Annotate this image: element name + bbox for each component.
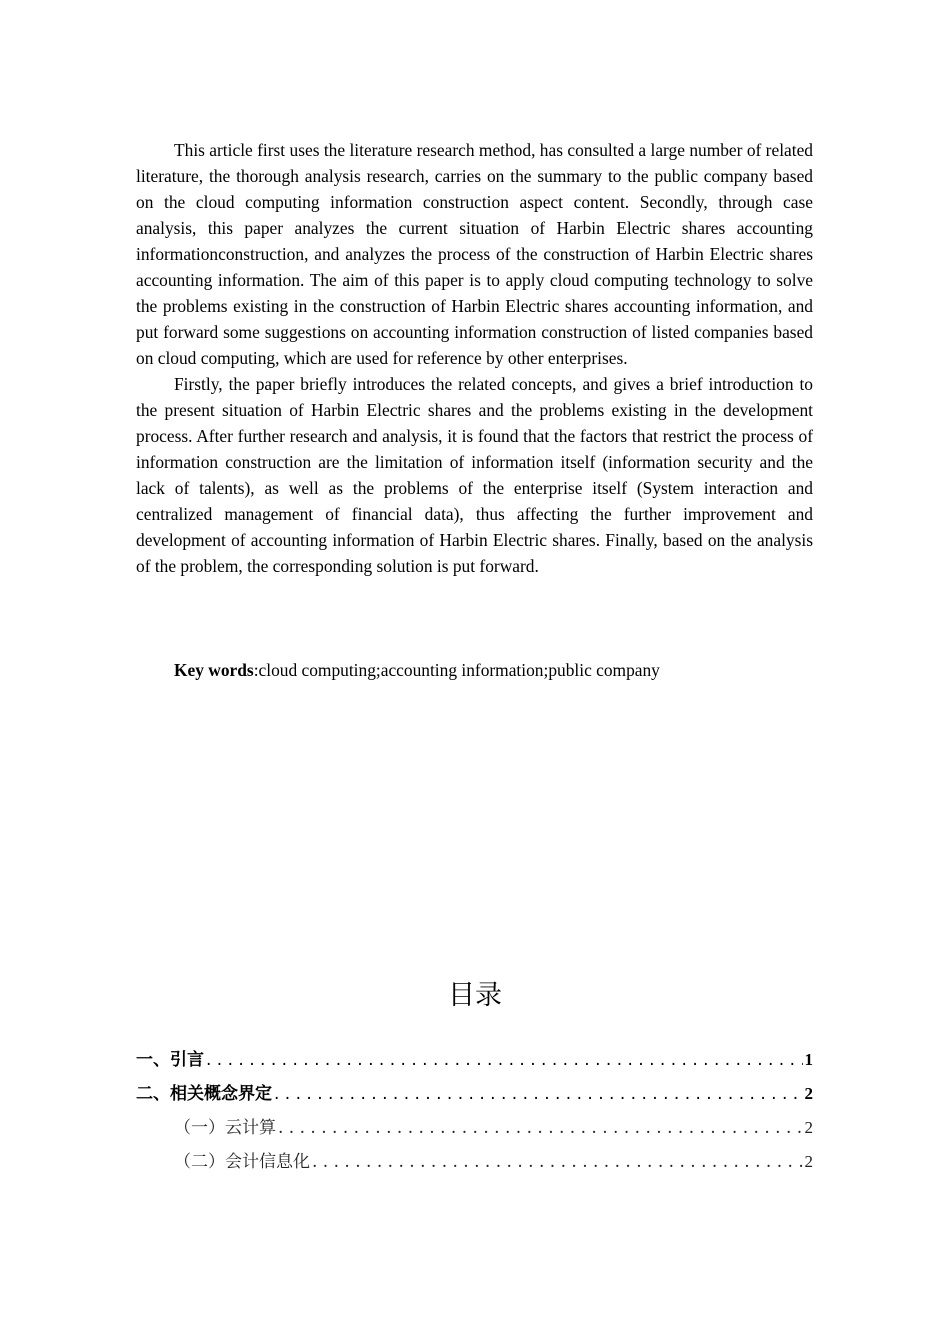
toc-entry-label: 二、相关概念界定 [136, 1084, 272, 1104]
keywords-text: :cloud computing;accounting information;public company [253, 660, 660, 680]
toc-entry-page: 1 [804, 1050, 813, 1069]
table-of-contents [136, 1046, 813, 1182]
toc-entry-label: （一）云计算 [174, 1118, 276, 1138]
abstract-paragraph-2: Firstly, the paper briefly introduces the related concepts, and gives a brief introduction to the present situation of Harbin Electric shares and the problems existing in the development process. After further research and analysis, it is found that the factors that restrict the process of information construction are the limitation of information itself (information security and the lack of talents), as well as the problems of the enterprise itself (System interaction and centralized management of financial data), thus affecting the further improvement and development of accounting information of Harbin Electric shares. Finally, based on the analysis of the problem, the corresponding solution is put forward. [136, 374, 813, 576]
toc-entry-page: 2 [804, 1118, 813, 1137]
keywords-line [174, 657, 660, 683]
toc-leader-dots [312, 1148, 803, 1176]
toc-leader-dots [206, 1046, 803, 1074]
toc-entry-label: 一、引言 [136, 1050, 204, 1070]
toc-title: 目录 [448, 980, 502, 1011]
toc-entry-page: 2 [804, 1152, 813, 1171]
toc-entry-page: 2 [804, 1084, 813, 1103]
toc-leader-dots [274, 1080, 803, 1108]
abstract-section [136, 137, 813, 579]
toc-entry-introduction[interactable] [136, 1046, 813, 1080]
toc-entry-concepts[interactable] [136, 1080, 813, 1114]
toc-entry-cloud-computing[interactable] [136, 1114, 813, 1148]
abstract-paragraph-1: This article first uses the literature research method, has consulted a large number of related literature, the thorough analysis research, carries on the summary to the public company based on the cloud computing information construction aspect content. Secondly, through case analysis, this paper analyzes the current situation of Harbin Electric shares accounting informationconstruction, and analyzes the process of the construction of Harbin Electric shares accounting information. The aim of this paper is to apply cloud computing technology to solve the problems existing in the construction of Harbin Electric shares accounting information, and put forward some suggestions on accounting information construction of listed companies based on cloud computing, which are used for reference by other enterprises. [136, 140, 813, 368]
toc-leader-dots [278, 1114, 803, 1142]
keywords-label: Key words [174, 660, 254, 680]
toc-entry-label: （二）会计信息化 [174, 1152, 310, 1172]
toc-entry-accounting-information[interactable] [136, 1148, 813, 1182]
